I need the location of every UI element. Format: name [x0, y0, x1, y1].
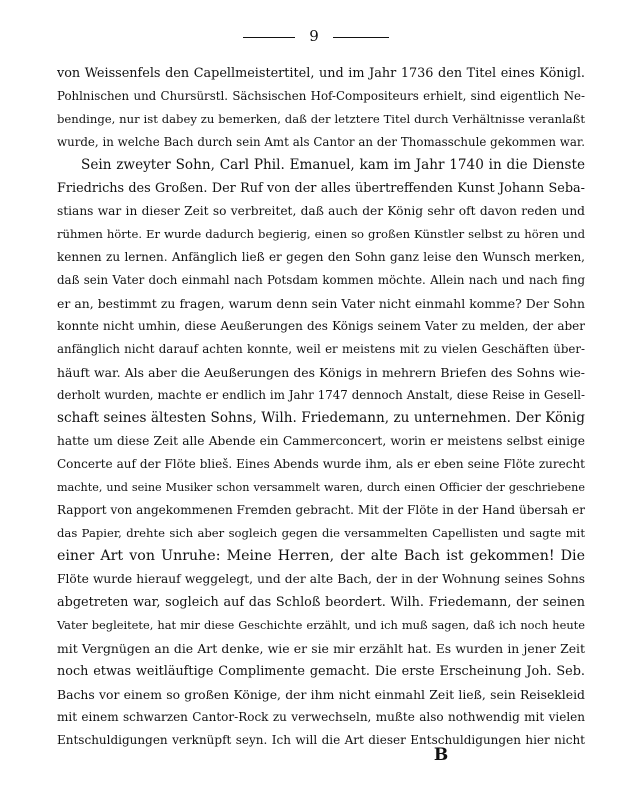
text-line: das Papier, drehte sich aber sogleich gegen die versammelten Capellisten und sagte mit — [57, 526, 585, 540]
text-line: abgetreten war, sogleich auf das Schloß beordert. Wilh. Friedemann, der seinen — [57, 595, 585, 610]
page-header — [0, 26, 633, 46]
text-line: konnte nicht umhin, diese Aeußerungen des Königs seinem Vater zu melden, der aber — [57, 319, 585, 333]
text-line: noch etwas weitläuftige Complimente gemacht. Die erste Erscheinung Joh. Seb. — [57, 664, 585, 679]
text-line: derholt wurden, machte er endlich im Jahr 1747 dennoch Anstalt, diese Reise in Gesell- — [57, 388, 585, 402]
text-line: kennen zu lernen. Anfänglich ließ er gegen den Sohn ganz leise den Wunsch merken, — [57, 250, 585, 264]
text-line: mit Vergnügen an die Art denke, wie er sie mir erzählt hat. Es wurden in jener Zeit — [57, 641, 585, 656]
text-line: Bachs vor einem so großen Könige, der ihm nicht einmahl Zeit ließ, sein Reisekleid — [57, 687, 585, 702]
text-line: Pohlnischen und Chursürstl. Sächsischen Hof-Compositeurs erhielt, sind eigentlich Ne- — [57, 89, 585, 103]
text-line: rühmen hörte. Er wurde dadurch begierig, einen so großen Künstler selbst zu hören und — [57, 227, 585, 241]
text-line: hatte um diese Zeit alle Abende ein Cammerconcert, worin er meistens selbst einige — [57, 434, 585, 448]
text-line: stians war in dieser Zeit so verbreitet, daß auch der König sehr oft davon reden und — [57, 204, 585, 218]
text-line: anfänglich nicht darauf achten konnte, weil er meistens mit zu vielen Geschäften über- — [57, 342, 585, 356]
text-line: Friedrichs des Großen. Der Ruf von der alles übertreffenden Kunst Johann Seba- — [57, 181, 585, 196]
body-text — [57, 62, 585, 752]
text-line: Concerte auf der Flöte blieš. Eines Abends wurde ihm, als er eben seine Flöte zurecht — [57, 457, 585, 471]
header-rule-left — [243, 37, 295, 38]
catchword: B — [433, 745, 449, 765]
text-line: mit einem schwarzen Cantor-Rock zu verwechseln, mußte also nothwendig mit vielen — [57, 710, 585, 724]
text-line: daß sein Vater doch einmahl nach Potsdam kommen möchte. Allein nach und nach fing — [57, 273, 585, 287]
text-line: häuft war. Als aber die Aeußerungen des Königs in mehrern Briefen des Sohns wie- — [57, 365, 585, 380]
header-rule-right — [333, 37, 389, 38]
paragraph-start-line: Sein zweyter Sohn, Carl Phil. Emanuel, kam im Jahr 1740 in die Dienste — [81, 157, 585, 173]
text-line: schaft seines ältesten Sohns, Wilh. Friedemann, zu unternehmen. Der König — [57, 410, 585, 426]
text-line: wurde, in welche Bach durch sein Amt als Cantor an der Thomasschule gekommen war. — [57, 135, 585, 149]
text-line: Vater begleitete, hat mir diese Geschichte erzählt, und ich muß sagen, daß ich noch heute — [57, 618, 585, 632]
text-line: Flöte wurde hierauf weggelegt, und der alte Bach, der in der Wohnung seines Sohns — [57, 572, 585, 586]
page-number: 9 — [309, 27, 319, 45]
text-line: einer Art von Unruhe: Meine Herren, der alte Bach ist gekommen! Die — [57, 548, 585, 564]
text-line: Entschuldigungen verknüpft seyn. Ich will die Art dieser Entschuldigungen hier nicht — [57, 733, 585, 747]
text-line: bendinge, nur ist dabey zu bemerken, daß der letztere Titel durch Verhältnisse veranlaßt — [57, 112, 585, 126]
text-line: von Weissenfels den Capellmeistertitel, und im Jahr 1736 den Titel eines Königl. — [57, 66, 585, 81]
text-line: Rapport von angekommenen Fremden gebracht. Mit der Flöte in der Hand übersah er — [57, 503, 585, 517]
text-line: er an, bestimmt zu fragen, warum denn sein Vater nicht einmahl komme? Der Sohn — [57, 296, 585, 311]
text-line: machte, und seine Musiker schon versammelt waren, durch einen Officier der geschriebene — [57, 481, 585, 494]
